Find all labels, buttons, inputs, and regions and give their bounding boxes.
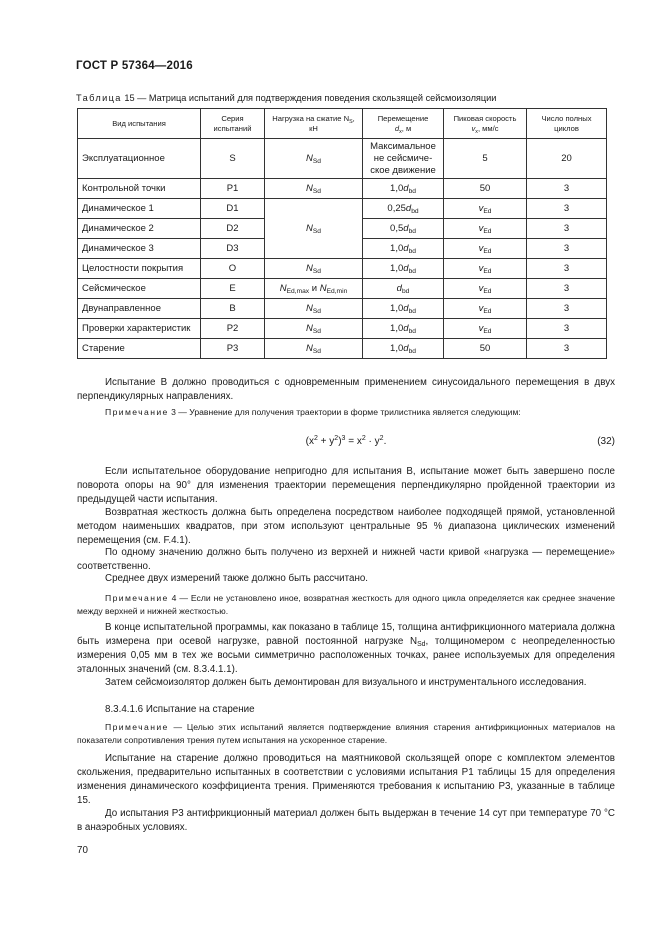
table-row: Динамическое 2 D2 $0,5d_{bd}$ $v_{Ed}$ 3 bbox=[78, 219, 607, 239]
header-cycles: Число полных циклов bbox=[527, 109, 607, 139]
paragraph-return-stiffness: Возвратная жесткость должна быть определена посредством наиболее подходящей прямой, установленной методом наименьших квадратов, при этом используют центральные 95 % диапазона циклических изменений перемещения (см. F.4.1). bbox=[77, 507, 615, 546]
table-row: Эксплуатационное S $N_{Sd}$ Максимальное не сейсмиче-ское движение 5 20 bbox=[78, 139, 607, 179]
table-row: Динамическое 3 D3 $1,0d_{bd}$ $v_{Ed}$ 3 bbox=[78, 239, 607, 259]
note-3: Примечание 3 — Уравнение для получения траектории в форме трилистника является следующим: bbox=[105, 407, 521, 417]
table-caption-label: Таблица bbox=[76, 93, 122, 103]
note-4: Примечание 4 — Если не установлено иное, возвратная жесткость для одного цикла определяется как среднее значение между верхней и нижней жесткостью. bbox=[77, 593, 615, 616]
header-series: Серия испытаний bbox=[201, 109, 265, 139]
paragraph-aging-test: Испытание на старение должно проводиться на маятниковой скользящей опоре с комплектом элементов скольжения, предварительно испытанных в соответствии с условиями испытания Р1 таблицы 15 для определения изменения динамического коэффициента трения. Применяются требования к испытанию Р3, указанные в таблице 15. bbox=[77, 753, 615, 806]
table-caption-text: 15 — Матрица испытаний для подтверждения поведения скользящей сейсмоизоляции bbox=[121, 93, 497, 103]
paragraph-thickness: В конце испытательной программы, как показано в таблице 15, толщина антифрикционного материала должна быть измерена при осевой нагрузке, равной постоянной нагрузке $N_{Sd}$, толщиномером с неопределенностью измерения 0,05 мм в тех же восьми симметрично расположенных точках, ранее используемых для определения эталонных значений (см. 8.3.4.1.1). bbox=[77, 622, 615, 675]
test-matrix-table bbox=[77, 108, 607, 359]
table-caption bbox=[76, 93, 496, 103]
paragraph-test-b: Испытание В должно проводиться с одновременным применением синусоидального перемещения в двух перпендикулярных направлениях. bbox=[77, 377, 615, 402]
table-row: Целостности покрытия O $N_{Sd}$ $1,0d_{bd}$ $v_{Ed}$ 3 bbox=[78, 259, 607, 279]
header-test-type: Вид испытания bbox=[78, 109, 201, 139]
paragraph-dismantle: Затем сейсмоизолятор должен быть демонтирован для визуального и инструментального исследования. bbox=[105, 677, 587, 688]
section-heading-aging: 8.3.4.1.6 Испытание на старение bbox=[105, 704, 255, 715]
page-number: 70 bbox=[77, 845, 88, 856]
table-row: Сейсмическое E $N_{Ed,max}$ и $N_{Ed,min}$ $d_{bd}$ $v_{Ed}$ 3 bbox=[78, 279, 607, 299]
table-row: Двунаправленное B $N_{Sd}$ $1,0d_{bd}$ $v_{Ed}$ 3 bbox=[78, 299, 607, 319]
paragraph-one-value: По одному значению должно быть получено из верхней и нижней части кривой «нагрузка — перемещение» соответственно. bbox=[77, 547, 615, 572]
note-aging: Примечание — Целью этих испытаний является подтверждение влияния старения антифрикционных материалов на показатели сопротивления трения путем испытания на ускоренное старение. bbox=[77, 722, 615, 745]
table-header-row bbox=[78, 109, 607, 139]
paragraph-p3-conditioning: До испытания Р3 антифрикционный материал должен быть выдержан в течение 14 сут при температуре 70 °С в анаэробных условиях. bbox=[77, 808, 615, 833]
paragraph-average: Среднее двух измерений также должно быть рассчитано. bbox=[105, 573, 369, 584]
table-row: Контрольной точки P1 $N_{Sd}$ $1,0d_{bd}$ 50 3 bbox=[78, 179, 607, 199]
table-row: Проверки характеристик P2 $N_{Sd}$ $1,0d_{bd}$ $v_{Ed}$ 3 bbox=[78, 319, 607, 339]
formula-number: (32) bbox=[597, 436, 615, 447]
table-row: Динамическое 1 D1 $N_{Sd}$ $0,25d_{bd}$ $v_{Ed}$ 3 bbox=[78, 199, 607, 219]
formula-32 bbox=[77, 436, 615, 450]
standard-title: ГОСТ Р 57364—2016 bbox=[76, 60, 193, 72]
paragraph-unsuitable-equipment: Если испытательное оборудование непригодно для испытания В, испытание может быть завершено после поворота опоры на 90° для изменения траектории перемещения перпендикулярно пройденной траектории из предыдущей части испытания. bbox=[77, 466, 615, 505]
header-displacement: Перемещение $d_x$, м bbox=[363, 109, 444, 139]
header-load: Нагрузка на сжатие $N_S$, кН bbox=[265, 109, 363, 139]
header-peak-speed: Пиковая скорость $v_x$, мм/с bbox=[444, 109, 527, 139]
formula-expression: $(x^2 + y^2)^3 = x^2 \cdot y^2$. bbox=[305, 435, 387, 447]
table-row: Старение P3 $N_{Sd}$ $1,0d_{bd}$ 50 3 bbox=[78, 339, 607, 359]
